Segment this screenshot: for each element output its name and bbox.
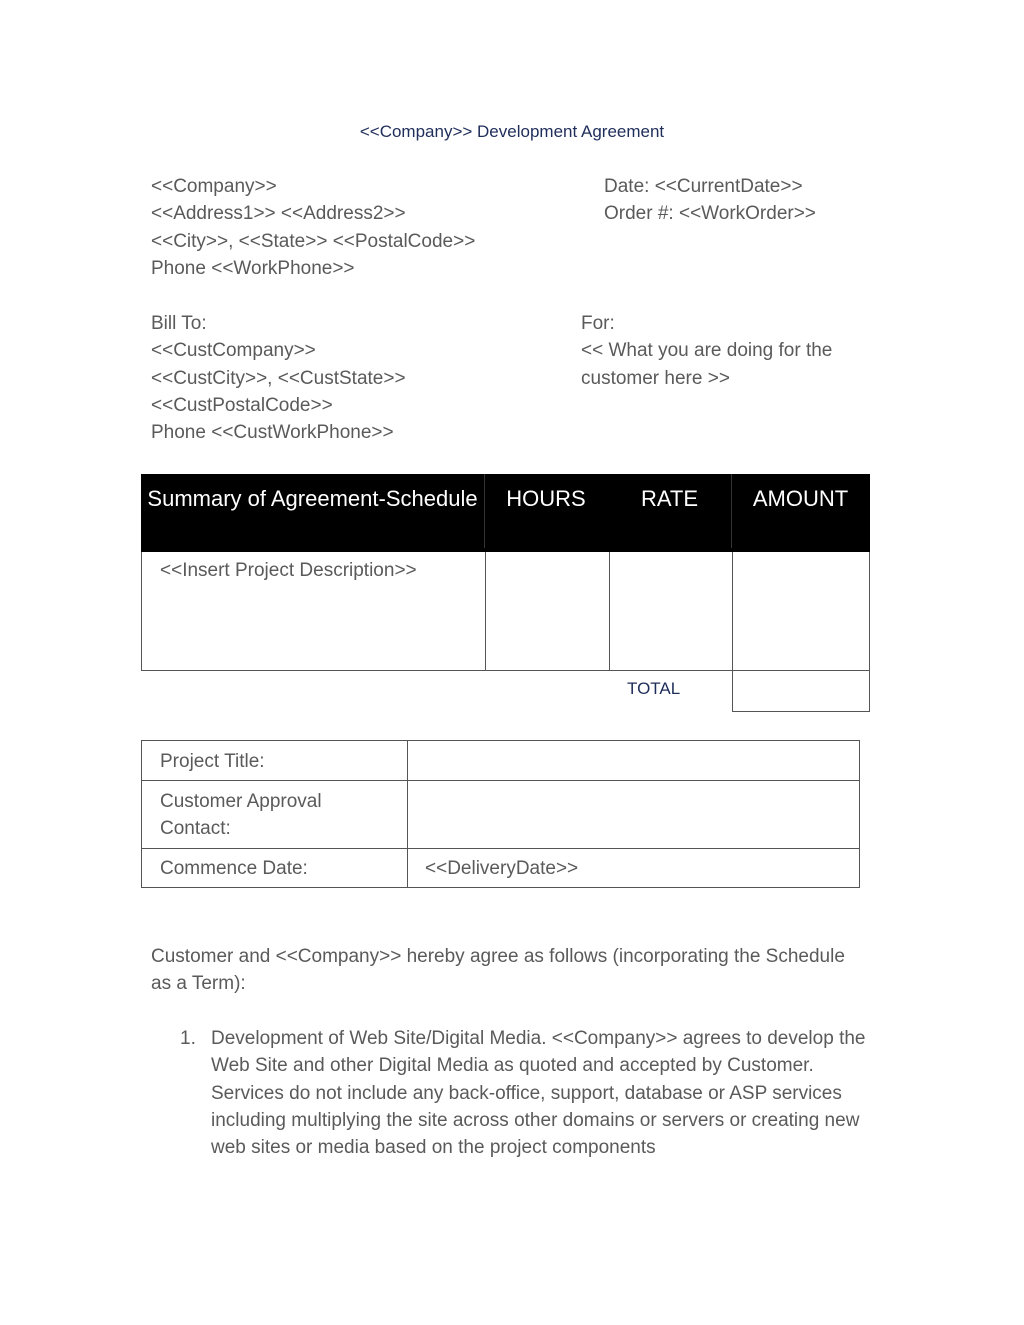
order-number-line: Order #: <<WorkOrder>>: [604, 203, 816, 225]
for-label: For:: [581, 313, 615, 334]
date-line: Date: <<CurrentDate>>: [604, 176, 803, 197]
info-row-divider: [142, 848, 859, 849]
document-title: <<Company>> Development Agreement: [359, 122, 665, 141]
header-hours: HOURS: [506, 486, 586, 511]
term-text: Development of Web Site/Digital Media. <<Company>> agrees to develop the Web Site and other Digital Media as quoted and accepted by Customer. Services do not include any back-office, support, database or ASP services including multiplying the site across other domains or servers or creating new web sites or media based on the project components: [211, 1028, 866, 1159]
project-info-table: [141, 740, 860, 888]
cust-city-state: <<CustCity>>, <<CustState>>: [151, 367, 406, 389]
hours-cell-divider: [485, 552, 486, 671]
sender-company: <<Company>>: [151, 176, 277, 197]
cust-phone: Phone <<CustWorkPhone>>: [151, 422, 394, 444]
sender-city-state: <<City>>, <<State>> <<PostalCode>>: [151, 230, 476, 252]
intro-paragraph: Customer and <<Company>> hereby agree as follows (incorporating the Schedule as a Term):: [151, 946, 845, 995]
approval-contact-label: Customer Approval Contact:: [160, 791, 322, 839]
term-number: 1.: [180, 1028, 196, 1049]
cust-company: <<CustCompany>>: [151, 340, 316, 362]
info-column-divider: [407, 741, 408, 887]
sender-address-block: [151, 173, 475, 282]
schedule-header-row: [141, 474, 870, 552]
commence-date-value: <<DeliveryDate>>: [425, 858, 579, 879]
for-block: [581, 310, 843, 392]
info-row-divider: [142, 780, 859, 781]
header-rate: RATE: [640, 486, 699, 511]
sender-address: <<Address1>> <<Address2>>: [151, 203, 406, 225]
schedule-body-row: [141, 552, 870, 671]
header-divider: [731, 474, 732, 548]
amount-cell-divider: [732, 552, 733, 671]
total-amount-cell: [732, 671, 870, 712]
cust-postal-code: <<CustPostalCode>>: [151, 394, 333, 416]
header-divider: [484, 474, 485, 548]
order-meta-block: [604, 173, 816, 228]
commence-date-label: Commence Date:: [160, 858, 308, 879]
project-title-label: Project Title:: [160, 751, 265, 772]
header-summary: Summary of Agreement-Schedule: [147, 486, 478, 511]
header-amount: AMOUNT: [752, 486, 849, 511]
bill-to-label: Bill To:: [151, 313, 207, 334]
project-description-cell: <<Insert Project Description>>: [160, 560, 417, 581]
for-description: << What you are doing for the customer here >>: [581, 340, 833, 389]
total-label: TOTAL: [627, 679, 681, 698]
sender-phone: Phone <<WorkPhone>>: [151, 257, 355, 279]
rate-cell-divider: [609, 552, 610, 671]
bill-to-block: [151, 310, 406, 446]
